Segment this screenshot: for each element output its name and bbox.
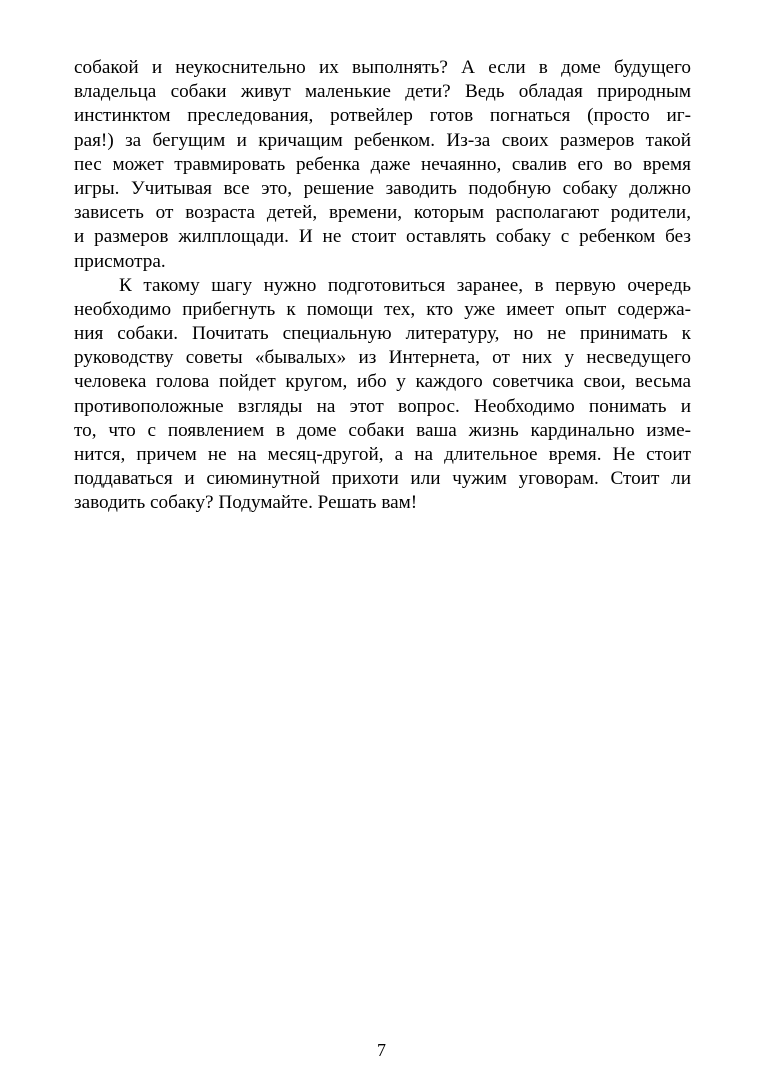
- text-line: противоположные взгляды на этот вопрос. Необходимо понимать и: [74, 395, 691, 417]
- text-line: игры. Учитывая все это, решение заводить подобную собаку должно: [74, 177, 691, 199]
- text-line: пес может травмировать ребенка даже нечаянно, свалив его во время: [74, 153, 691, 175]
- text-line: владельца собаки живут маленькие дети? Ведь обладая природным: [74, 81, 691, 103]
- text-line: нится, причем не на месяц-другой, а на длительное время. Не стоит: [74, 444, 691, 465]
- text-line: поддаваться и сиюминутной прихоти или чужим уговорам. Стоит ли: [74, 468, 691, 490]
- text-line: зависеть от возраста детей, времени, которым располагают родители,: [74, 202, 691, 224]
- text-line: человека голова пойдет кругом, ибо у каждого советчика свои, весьма: [74, 371, 691, 393]
- text-line: рая!) за бегущим и кричащим ребенком. Из-за своих размеров такой: [74, 129, 691, 151]
- text-line: присмотра.: [74, 250, 166, 272]
- text-line: ния собаки. Почитать специальную литературу, но не принимать к: [74, 323, 691, 345]
- body-text: [74, 56, 691, 516]
- text-line: и размеров жилплощади. И не стоит оставлять собаку с ребенком без: [74, 226, 691, 248]
- text-line: инстинктом преследования, ротвейлер готов погнаться (просто иг-: [74, 105, 691, 127]
- text-line: руководству советы «бывалых» из Интернета, от них у несведущего: [74, 347, 691, 369]
- text-line: заводить собаку? Подумайте. Решать вам!: [74, 492, 418, 514]
- text-line: необходимо прибегнуть к помощи тех, кто уже имеет опыт содержа-: [74, 298, 691, 320]
- text-line: К такому шагу нужно подготовиться заранее, в первую очередь: [119, 274, 691, 296]
- page-number: 7: [377, 1040, 386, 1060]
- paragraph-2: [74, 274, 691, 516]
- text-line: собакой и неукоснительно их выполнять? А если в доме будущего: [74, 57, 691, 78]
- paragraph-1: [74, 56, 691, 274]
- text-line: то, что с появлением в доме собаки ваша жизнь кардинально изме-: [74, 419, 691, 441]
